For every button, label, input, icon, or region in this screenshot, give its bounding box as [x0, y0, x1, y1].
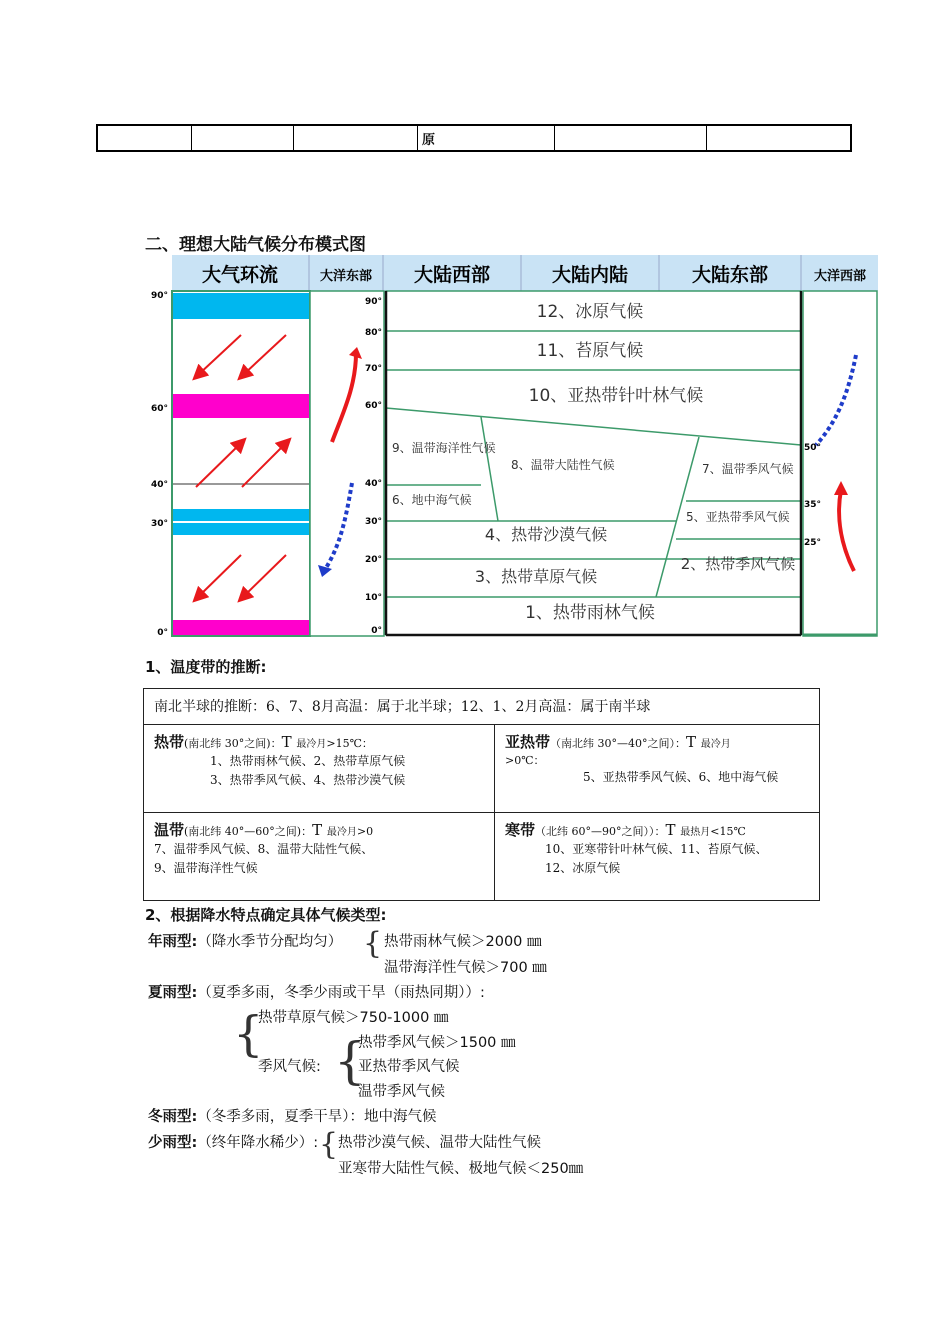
zone-7: 7、温带季风气候: [702, 462, 794, 476]
magenta-band: [173, 620, 309, 635]
cyan-band: [173, 509, 309, 521]
brace: {: [363, 926, 383, 961]
zone-5: 5、亚热带季风气候: [686, 510, 790, 524]
zone-10: 10、亚热带针叶林气候: [528, 386, 704, 406]
top-table: [96, 124, 852, 152]
lat-label: 80°: [364, 328, 382, 338]
zone-name: 寒带: [505, 821, 536, 839]
tropical-cell: 热带(南北纬 30°之间)：T 最冷月>15℃： 1、热带雨林气候、2、热带草原气候 3、热带季风气候、4、热带沙漠气候: [144, 725, 495, 813]
zone-6: 6、地中海气候: [392, 493, 472, 507]
climate-list: 9、温带海洋性气候: [154, 861, 258, 875]
lat-label: 20°: [364, 555, 382, 565]
lat-label: 35°: [804, 500, 822, 510]
cyan-band: [173, 523, 309, 535]
subtropical-cell: 亚热带（南北纬 30°—40°之间）：T 最冷月 >0℃： 5、亚热带季风气候、6、地中海气候: [495, 725, 820, 813]
lat-label: 90°: [364, 297, 382, 307]
lat-label: 30°: [364, 517, 382, 527]
monsoon-label: 季风气候:: [258, 1059, 321, 1075]
zone-4: 4、热带沙漠气候: [484, 525, 608, 544]
lat-label: 60°: [364, 401, 382, 411]
s2-title: 2、根据降水特点确定具体气候类型:: [145, 906, 387, 924]
top-cell: [707, 125, 852, 151]
header-ocean-east: 大洋东部: [319, 269, 373, 284]
zone-9: 9、温带海洋性气候: [392, 441, 496, 455]
climate-list: 5、亚热带季风气候、6、地中海气候: [583, 770, 779, 784]
lat-label: 90°: [150, 291, 168, 301]
top-cell: [192, 125, 294, 151]
lat-label: 0°: [157, 628, 168, 637]
lat-label: 0°: [371, 626, 382, 636]
zone-3: 3、热带草原气候: [474, 567, 598, 586]
zone-1: 1、热带雨林气候: [525, 603, 655, 623]
section2-title: 二、理想大陆气候分布模式图: [145, 235, 366, 255]
monsoon-item: 热带季风气候＞1500 ㎜: [358, 1035, 516, 1051]
little-rain-item: 热带沙漠气候、温带大陆性气候: [338, 1135, 541, 1151]
summer-rain-item: 热带草原气候＞750-1000 ㎜: [258, 1010, 449, 1026]
top-cell: 原: [418, 125, 555, 151]
annual-rain-line: 年雨型:（降水季节分配均匀）: [148, 934, 343, 950]
annual-rain-item: 热带雨林气候＞2000 ㎜: [384, 934, 542, 950]
zone-8: 8、温带大陆性气候: [511, 458, 615, 472]
lat-label: 70°: [364, 364, 382, 374]
lat-label: 25°: [804, 538, 822, 548]
header-continent-west: 大陆西部: [413, 264, 491, 286]
climate-list: 7、温带季风气候、8、温带大陆性气候、: [154, 842, 374, 856]
summer-rain-line: 夏雨型:（夏季多雨，冬季少雨或干旱（雨热同期））:: [148, 985, 485, 1001]
lat-label: 10°: [364, 593, 382, 603]
brace: {: [233, 1006, 264, 1062]
zone-name: 亚热带: [505, 733, 551, 751]
cold-cell: 寒带（北纬 60°—90°之间））：T 最热月<15℃ 10、亚寒带针叶林气候、11、苔原气候、 12、冰原气候: [495, 813, 820, 901]
hemisphere-rule: 南北半球的推断：6、7、8月高温：属于北半球；12、1、2月高温：属于南半球: [144, 689, 820, 725]
temperature-zone-table: [143, 688, 820, 901]
climate-list: 1、热带雨林气候、2、热带草原气候: [210, 754, 406, 768]
lat-label: 60°: [150, 404, 168, 414]
little-rain-item: 亚寒带大陆性气候、极地气候＜250㎜: [338, 1161, 584, 1177]
winter-rain-line: 冬雨型:（冬季多雨，夏季干旱）：地中海气候: [148, 1109, 437, 1125]
temperate-cell: 温带(南北纬 40°—60°之间)：T 最冷月>0 7、温带季风气候、8、温带大陆性气候、 9、温带海洋性气候: [144, 813, 495, 901]
header-continent-interior: 大陆内陆: [551, 264, 629, 286]
header-circulation: 大气环流: [201, 264, 279, 286]
climate-list: 12、冰原气候: [545, 861, 621, 875]
lat-label: 40°: [150, 480, 168, 490]
lat-label: 30°: [150, 519, 168, 529]
monsoon-item: 温带季风气候: [358, 1084, 445, 1100]
top-cell: [555, 125, 707, 151]
zone-name: 热带: [154, 733, 185, 751]
header-continent-east: 大陆东部: [691, 264, 769, 286]
zone-2: 2、热带季风气候: [680, 555, 796, 573]
climate-list: 3、热带季风气候、4、热带沙漠气候: [210, 773, 406, 787]
s1-title: 1、温度带的推断:: [145, 658, 267, 676]
top-cell: [97, 125, 192, 151]
annual-rain-item: 温带海洋性气候＞700 ㎜: [384, 960, 547, 976]
brace: {: [319, 1127, 339, 1162]
zone-11: 11、苔原气候: [536, 341, 644, 361]
lat-label: 40°: [364, 479, 382, 489]
little-rain-line: 少雨型:（终年降水稀少）:: [148, 1135, 319, 1151]
climate-list: 10、亚寒带针叶林气候、11、苔原气候、: [545, 842, 768, 856]
brace: {: [334, 1032, 366, 1090]
cyan-band: [173, 293, 309, 319]
monsoon-item: 亚热带季风气候: [358, 1059, 460, 1075]
climate-distribution-diagram: [146, 255, 878, 637]
zone-12: 12、冰原气候: [536, 302, 644, 322]
lat-label: 50°: [804, 443, 822, 453]
magenta-band: [173, 394, 309, 418]
top-cell: [294, 125, 418, 151]
zone-name: 温带: [154, 821, 185, 839]
header-ocean-west: 大洋西部: [813, 269, 867, 284]
